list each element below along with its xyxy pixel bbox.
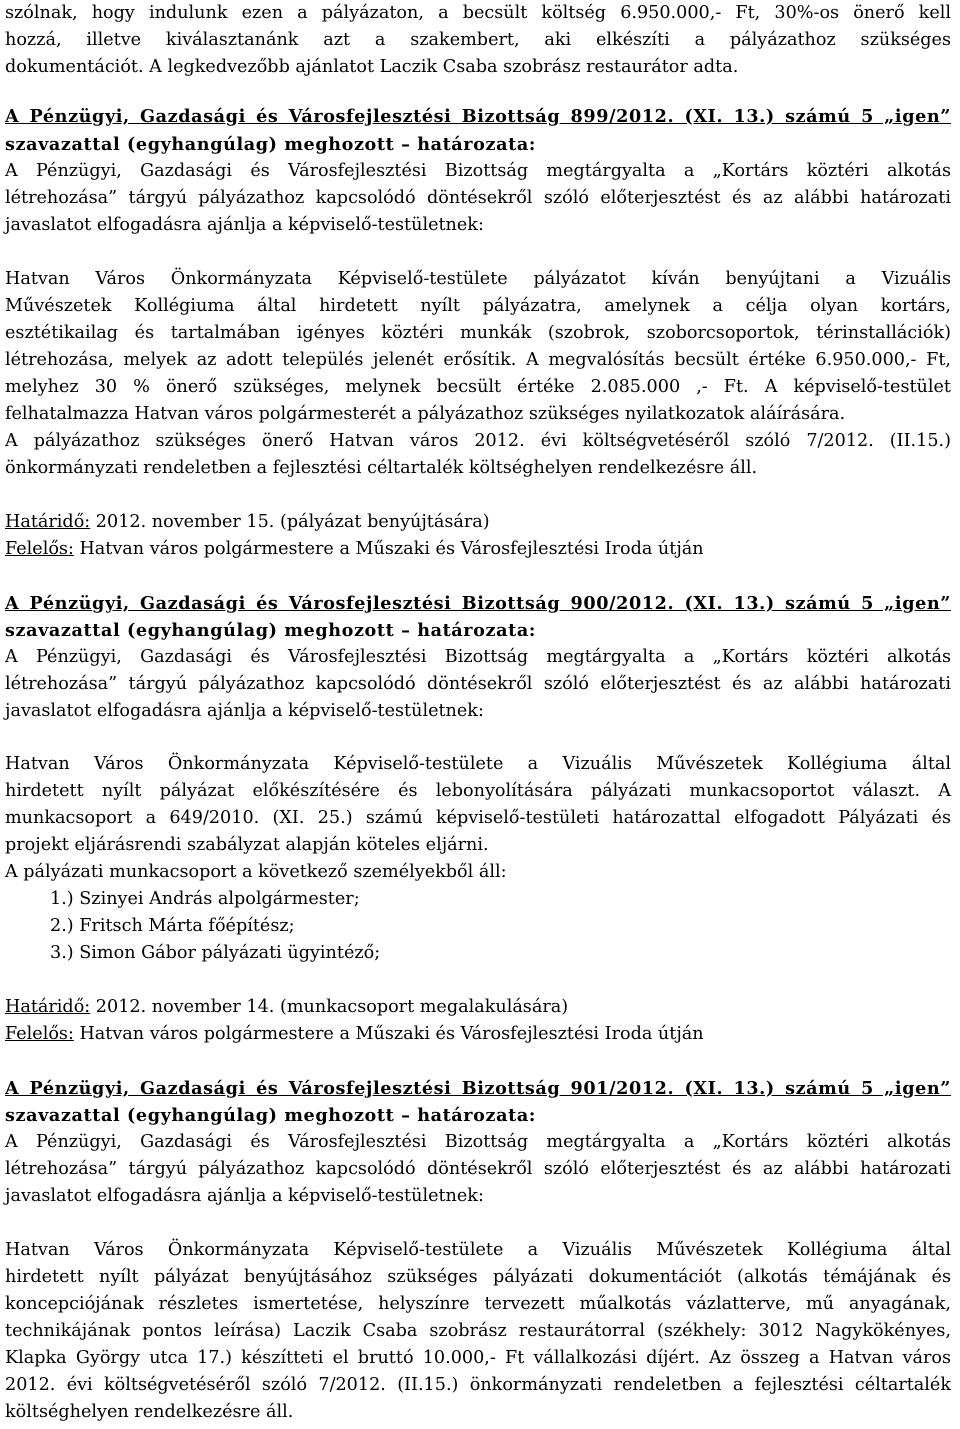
list-item: 3.) Simon Gábor pályázati ügyintéző; [50, 943, 381, 963]
paragraph-line: esztétikailag és tartalmában igényes köztéri munkák (szobrok, szoborcsoportok, térinstallációk) [5, 323, 951, 343]
deadline-line [5, 509, 951, 536]
paragraph-line: javaslatot elfogadásra ajánlja a képviselő-testületnek: [5, 701, 484, 721]
paragraph-line: A Pénzügyi, Gazdasági és Városfejlesztési Bizottság megtárgyalta a „Kortárs köztéri alkotás [5, 161, 951, 181]
resolution-heading: szavazattal (egyhangúlag) meghozott – határozata: [5, 134, 536, 155]
responsible-line [5, 536, 951, 563]
resolution-heading: A Pénzügyi, Gazdasági és Városfejlesztési Bizottság 899/2012. (XI. 13.) számú 5 „igen” [5, 106, 951, 127]
list-item: 1.) Szinyei András alpolgármester; [50, 889, 360, 909]
paragraph-line: Klapka György utca 17.) készítteti el bruttó 10.000,- Ft vállalkozási díjért. Az összeg a Hatvan város [5, 1348, 951, 1368]
deadline-value: 2012. november 14. (munkacsoport megalakulására) [90, 997, 569, 1017]
paragraph-line: szólnak, hogy indulunk ezen a pályázaton, a becsült költség 6.950.000,- Ft, 30%-os önerő kell [5, 3, 951, 23]
resolution-heading: szavazattal (egyhangúlag) meghozott – határozata: [5, 620, 536, 641]
paragraph-line: munkacsoport a 649/2010. (XI. 25.) számú képviselő-testületi határozattal elfogadott Pályázati és [5, 808, 951, 828]
paragraph-line: Hatvan Város Önkormányzata Képviselő-testülete a Vizuális Művészetek Kollégiuma által [5, 754, 951, 774]
paragraph-line: költséghelyen rendelkezésre áll. [5, 1402, 294, 1422]
paragraph-line: koncepciójának részletes ismertetése, helyszínre tervezett műalkotás vázlatterve, mű anyagának, [5, 1294, 951, 1314]
responsible-value: Hatvan város polgármestere a Műszaki és Városfejlesztési Iroda útján [73, 1024, 704, 1044]
paragraph-line: projekt eljárásrendi szabályzat alapján köteles eljárni. [5, 835, 489, 855]
list-item: 2.) Fritsch Márta főépítész; [50, 916, 295, 936]
paragraph-line: A pályázathoz szükséges önerő Hatvan város 2012. évi költségvetéséről szóló 7/2012. (II.15.) [5, 431, 951, 451]
responsible-label: Felelős: [5, 1024, 74, 1044]
paragraph-line: A pályázati munkacsoport a következő személyekből áll: [5, 862, 507, 882]
paragraph-line: létrehozása” tárgyú pályázathoz kapcsolódó döntésekről szóló előterjesztést és az alábbi határozati [5, 188, 951, 208]
deadline-label: Határidő: [5, 512, 91, 532]
resolution-heading: A Pénzügyi, Gazdasági és Városfejlesztési Bizottság 901/2012. (XI. 13.) számú 5 „igen” [5, 1078, 951, 1099]
paragraph-line: technikájának pontos leírása) Laczik Csaba szobrász restaurátorral (székhely: 3012 Nagykökényes, [5, 1321, 951, 1341]
paragraph-line: javaslatot elfogadásra ajánlja a képviselő-testületnek: [5, 215, 484, 235]
paragraph-line: A Pénzügyi, Gazdasági és Városfejlesztési Bizottság megtárgyalta a „Kortárs köztéri alkotás [5, 1132, 951, 1152]
paragraph-line: létrehozása” tárgyú pályázathoz kapcsolódó döntésekről szóló előterjesztést és az alábbi határozati [5, 1159, 951, 1179]
paragraph-line: A Pénzügyi, Gazdasági és Városfejlesztési Bizottság megtárgyalta a „Kortárs köztéri alkotás [5, 647, 951, 667]
deadline-line [5, 994, 951, 1021]
paragraph-line: önkormányzati rendeletben a fejlesztési céltartalék költséghelyen rendelkezésre áll. [5, 458, 758, 478]
paragraph-line: javaslatot elfogadásra ajánlja a képviselő-testületnek: [5, 1186, 484, 1206]
responsible-value: Hatvan város polgármestere a Műszaki és Városfejlesztési Iroda útján [73, 539, 704, 559]
paragraph-line: hirdetett nyílt pályázat benyújtásához szükséges pályázati dokumentációt (alkotás témájának és [5, 1267, 951, 1287]
paragraph-line: Hatvan Város Önkormányzata Képviselő-testülete pályázatot kíván benyújtani a Vizuális [5, 269, 951, 289]
paragraph-line: felhatalmazza Hatvan város polgármesterét a pályázathoz szükséges nyilatkozatok aláírására. [5, 404, 846, 424]
resolution-heading: A Pénzügyi, Gazdasági és Városfejlesztési Bizottság 900/2012. (XI. 13.) számú 5 „igen” [5, 593, 951, 614]
deadline-label: Határidő: [5, 997, 91, 1017]
paragraph-line: 2012. évi költségvetéséről szóló 7/2012. (II.15.) önkormányzati rendeletben a fejlesztési céltartalék [5, 1375, 951, 1395]
deadline-value: 2012. november 15. (pályázat benyújtására) [90, 512, 490, 532]
paragraph-line: Hatvan Város Önkormányzata Képviselő-testülete a Vizuális Művészetek Kollégiuma által [5, 1240, 951, 1260]
paragraph-line: dokumentációt. A legkedvezőbb ajánlatot Laczik Csaba szobrász restaurátor adta. [5, 57, 739, 77]
paragraph-line: létrehozása, melyek az adott település jelenét erősítik. A megvalósítás becsült értéke 6.950.000,- Ft, [5, 350, 951, 370]
responsible-label: Felelős: [5, 539, 74, 559]
resolution-heading: szavazattal (egyhangúlag) meghozott – határozata: [5, 1105, 536, 1126]
responsible-line [5, 1021, 951, 1048]
paragraph-line: hozzá, illetve kiválasztanánk azt a szakembert, aki elkészíti a pályázathoz szükséges [5, 30, 951, 50]
paragraph-line: létrehozása” tárgyú pályázathoz kapcsolódó döntésekről szóló előterjesztést és az alábbi határozati [5, 674, 951, 694]
paragraph-line: melyhez 30 % önerő szükséges, melynek becsült értéke 2.085.000 ,- Ft. A képviselő-testület [5, 377, 951, 397]
paragraph-line: Művészetek Kollégiuma által hirdetett nyílt pályázatra, amelynek a célja olyan kortárs, [5, 296, 951, 316]
paragraph-line: hirdetett nyílt pályázat előkészítésére és lebonyolítására pályázati munkacsoportot választ. A [5, 781, 951, 801]
